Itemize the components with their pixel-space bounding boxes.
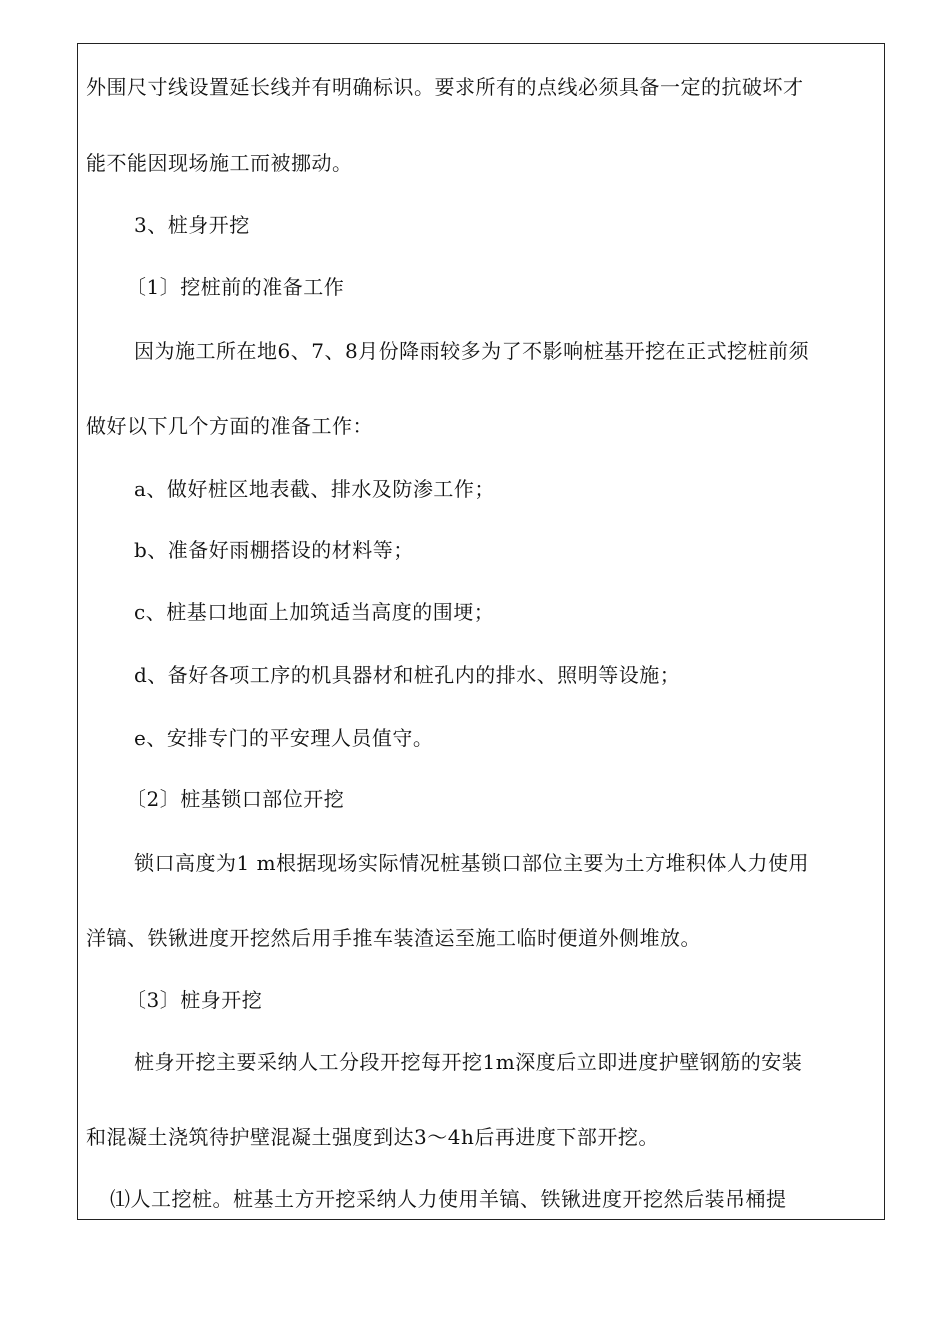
list-item-c: c、桩基口地面上加筑适当高度的围埂； bbox=[134, 600, 495, 624]
paragraph-line-17: 和混凝土浇筑待护壁混凝土强度到达3～4h后再进度下部开挖。 bbox=[86, 1125, 659, 1149]
paragraph-line-14: 洋镐、铁锹进度开挖然后用手推车装渣运至施工临时便道外侧堆放。 bbox=[86, 926, 701, 950]
paragraph-line-1: 外围尺寸线设置延长线并有明确标识。要求所有的点线必须具备一定的抗破坏才 bbox=[86, 75, 804, 99]
paragraph-line-6: 做好以下几个方面的准备工作： bbox=[86, 414, 373, 438]
subheading-1: 〔1〕挖桩前的准备工作 bbox=[126, 275, 345, 299]
subheading-3: 〔3〕桩身开挖 bbox=[126, 988, 263, 1012]
paragraph-line-5: 因为施工所在地6、7、8月份降雨较多为了不影响桩基开挖在正式挖桩前须 bbox=[134, 339, 810, 363]
paragraph-line-16: 桩身开挖主要采纳人工分段开挖每开挖1m深度后立即进度护壁钢筋的安装 bbox=[134, 1050, 803, 1074]
list-item-a: a、做好桩区地表截、排水及防渗工作； bbox=[134, 477, 495, 501]
list-item-d: d、备好各项工序的机具器材和桩孔内的排水、照明等设施； bbox=[134, 663, 681, 687]
paragraph-line-13: 锁口高度为1 m根据现场实际情况桩基锁口部位主要为土方堆积体人力使用 bbox=[134, 851, 810, 875]
subheading-2: 〔2〕桩基锁口部位开挖 bbox=[126, 787, 345, 811]
list-item-b: b、准备好雨棚搭设的材料等； bbox=[134, 538, 414, 562]
paragraph-line-2: 能不能因现场施工而被挪动。 bbox=[86, 151, 353, 175]
section-heading-3: 3、桩身开挖 bbox=[134, 213, 250, 237]
list-item-e: e、安排专门的平安理人员值守。 bbox=[134, 726, 434, 750]
numbered-item-1: ⑴人工挖桩。桩基土方开挖采纳人力使用羊镐、铁锹进度开挖然后装吊桶提 bbox=[110, 1187, 787, 1211]
